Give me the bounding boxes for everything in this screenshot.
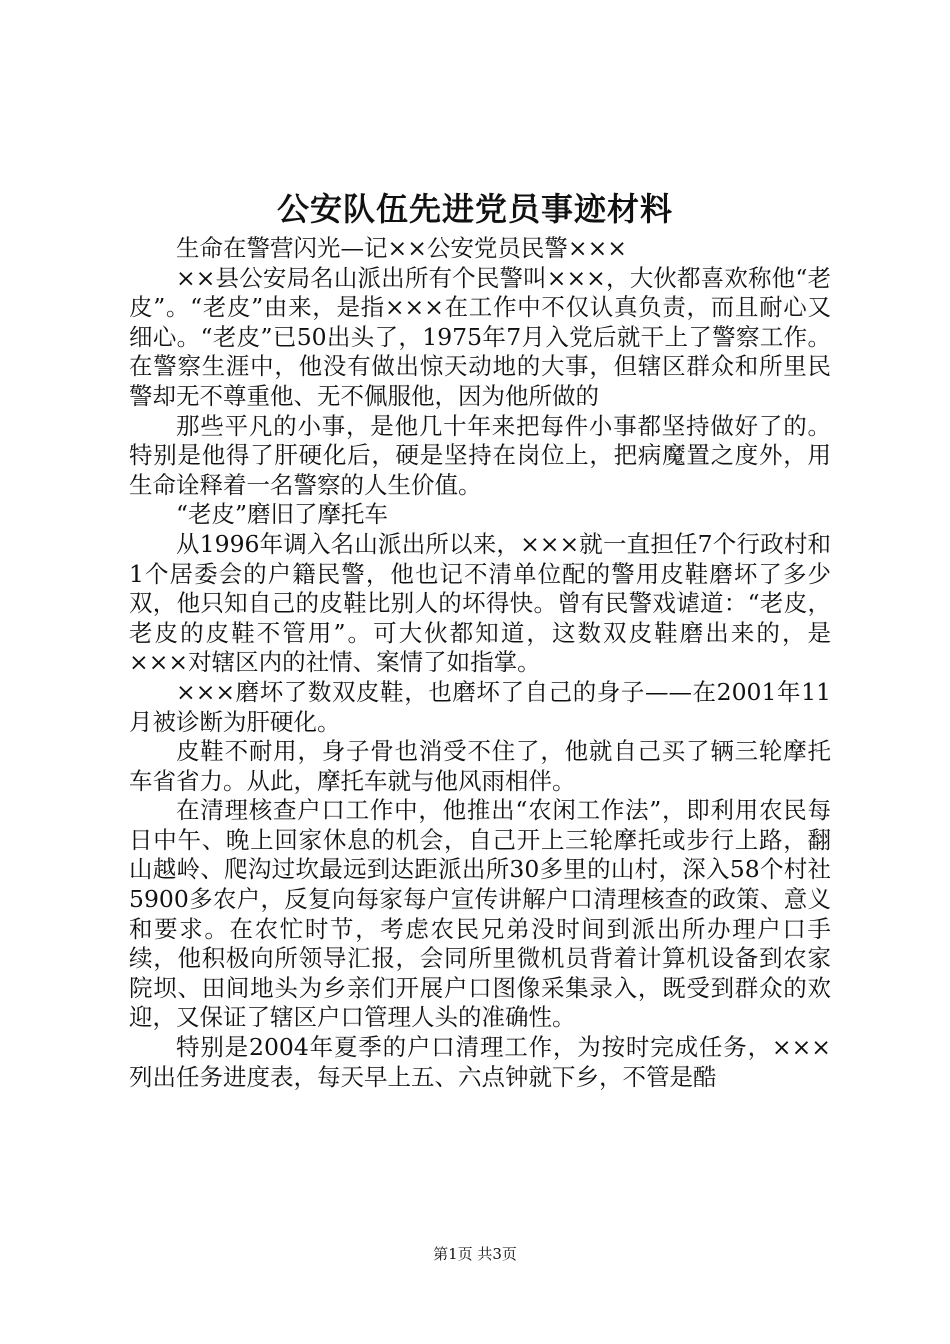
page-footer: 第1页 共3页 bbox=[433, 1245, 517, 1263]
body-paragraph: 皮鞋不耐用，身子骨也消受不住了，他就自己买了辆三轮摩托车省省力。从此，摩托车就与他风雨相伴。 bbox=[129, 737, 831, 795]
document-body bbox=[129, 234, 831, 1092]
body-paragraph: ×××磨坏了数双皮鞋，也磨坏了自己的身子——在2001年11月被诊断为肝硬化。 bbox=[129, 677, 831, 736]
body-paragraph: 从1996年调入名山派出所以来，×××就一直担任7个行政村和1个居委会的户籍民警，他也记不清单位配的警用皮鞋磨坏了多少双，他只知自己的皮鞋比别人的坏得快。曾有民警戏谑道：“老皮，老皮的皮鞋不管用”。可大伙都知道，这数双皮鞋磨出来的，是×××对辖区内的社情、案情了如指掌。 bbox=[129, 529, 831, 677]
body-paragraph: 特别是2004年夏季的户口清理工作，为按时完成任务，×××列出任务进度表，每天早上五、六点钟就下乡，不管是酷 bbox=[129, 1033, 831, 1091]
body-paragraph: 那些平凡的小事，是他几十年来把每件小事都坚持做好了的。特别是他得了肝硬化后，硬是坚持在岗位上，把病魔置之度外，用生命诠释着一名警察的人生价值。 bbox=[129, 411, 831, 499]
section-heading: “老皮”磨旧了摩托车 bbox=[176, 500, 389, 529]
subtitle-paragraph: 生命在警营闪光—记××公安党员民警××× bbox=[176, 234, 627, 262]
document-title: 公安队伍先进党员事迹材料 bbox=[276, 190, 673, 228]
body-paragraph: ××县公安局名山派出所有个民警叫×××，大伙都喜欢称他“老皮”。“老皮”由来，是指×××在工作中不仅认真负责，而且耐心又细心。“老皮”已50出头了，1975年7月入党后就干上了警察工作。在警察生涯中，他没有做出惊天动地的大事，但辖区群众和所里民警却无不尊重他、无不佩服他，因为他所做的 bbox=[129, 263, 831, 410]
body-paragraph: 在清理核查户口工作中，他推出“农闲工作法”，即利用农民每日中午、晚上回家休息的机会，自己开上三轮摩托或步行上路，翻山越岭、爬沟过坎最远到达距派出所30多里的山村，深入58个村社5900多农户，反复向每家每户宣传讲解户口清理核查的政策、意义和要求。在农忙时节，考虑农民兄弟没时间到派出所办理户口手续，他积极向所领导汇报，会同所里微机员背着计算机设备到农家院坝、田间地头为乡亲们开展户口图像采集录入，既受到群众的欢迎，又保证了辖区户口管理人头的准确性。 bbox=[129, 796, 831, 1032]
